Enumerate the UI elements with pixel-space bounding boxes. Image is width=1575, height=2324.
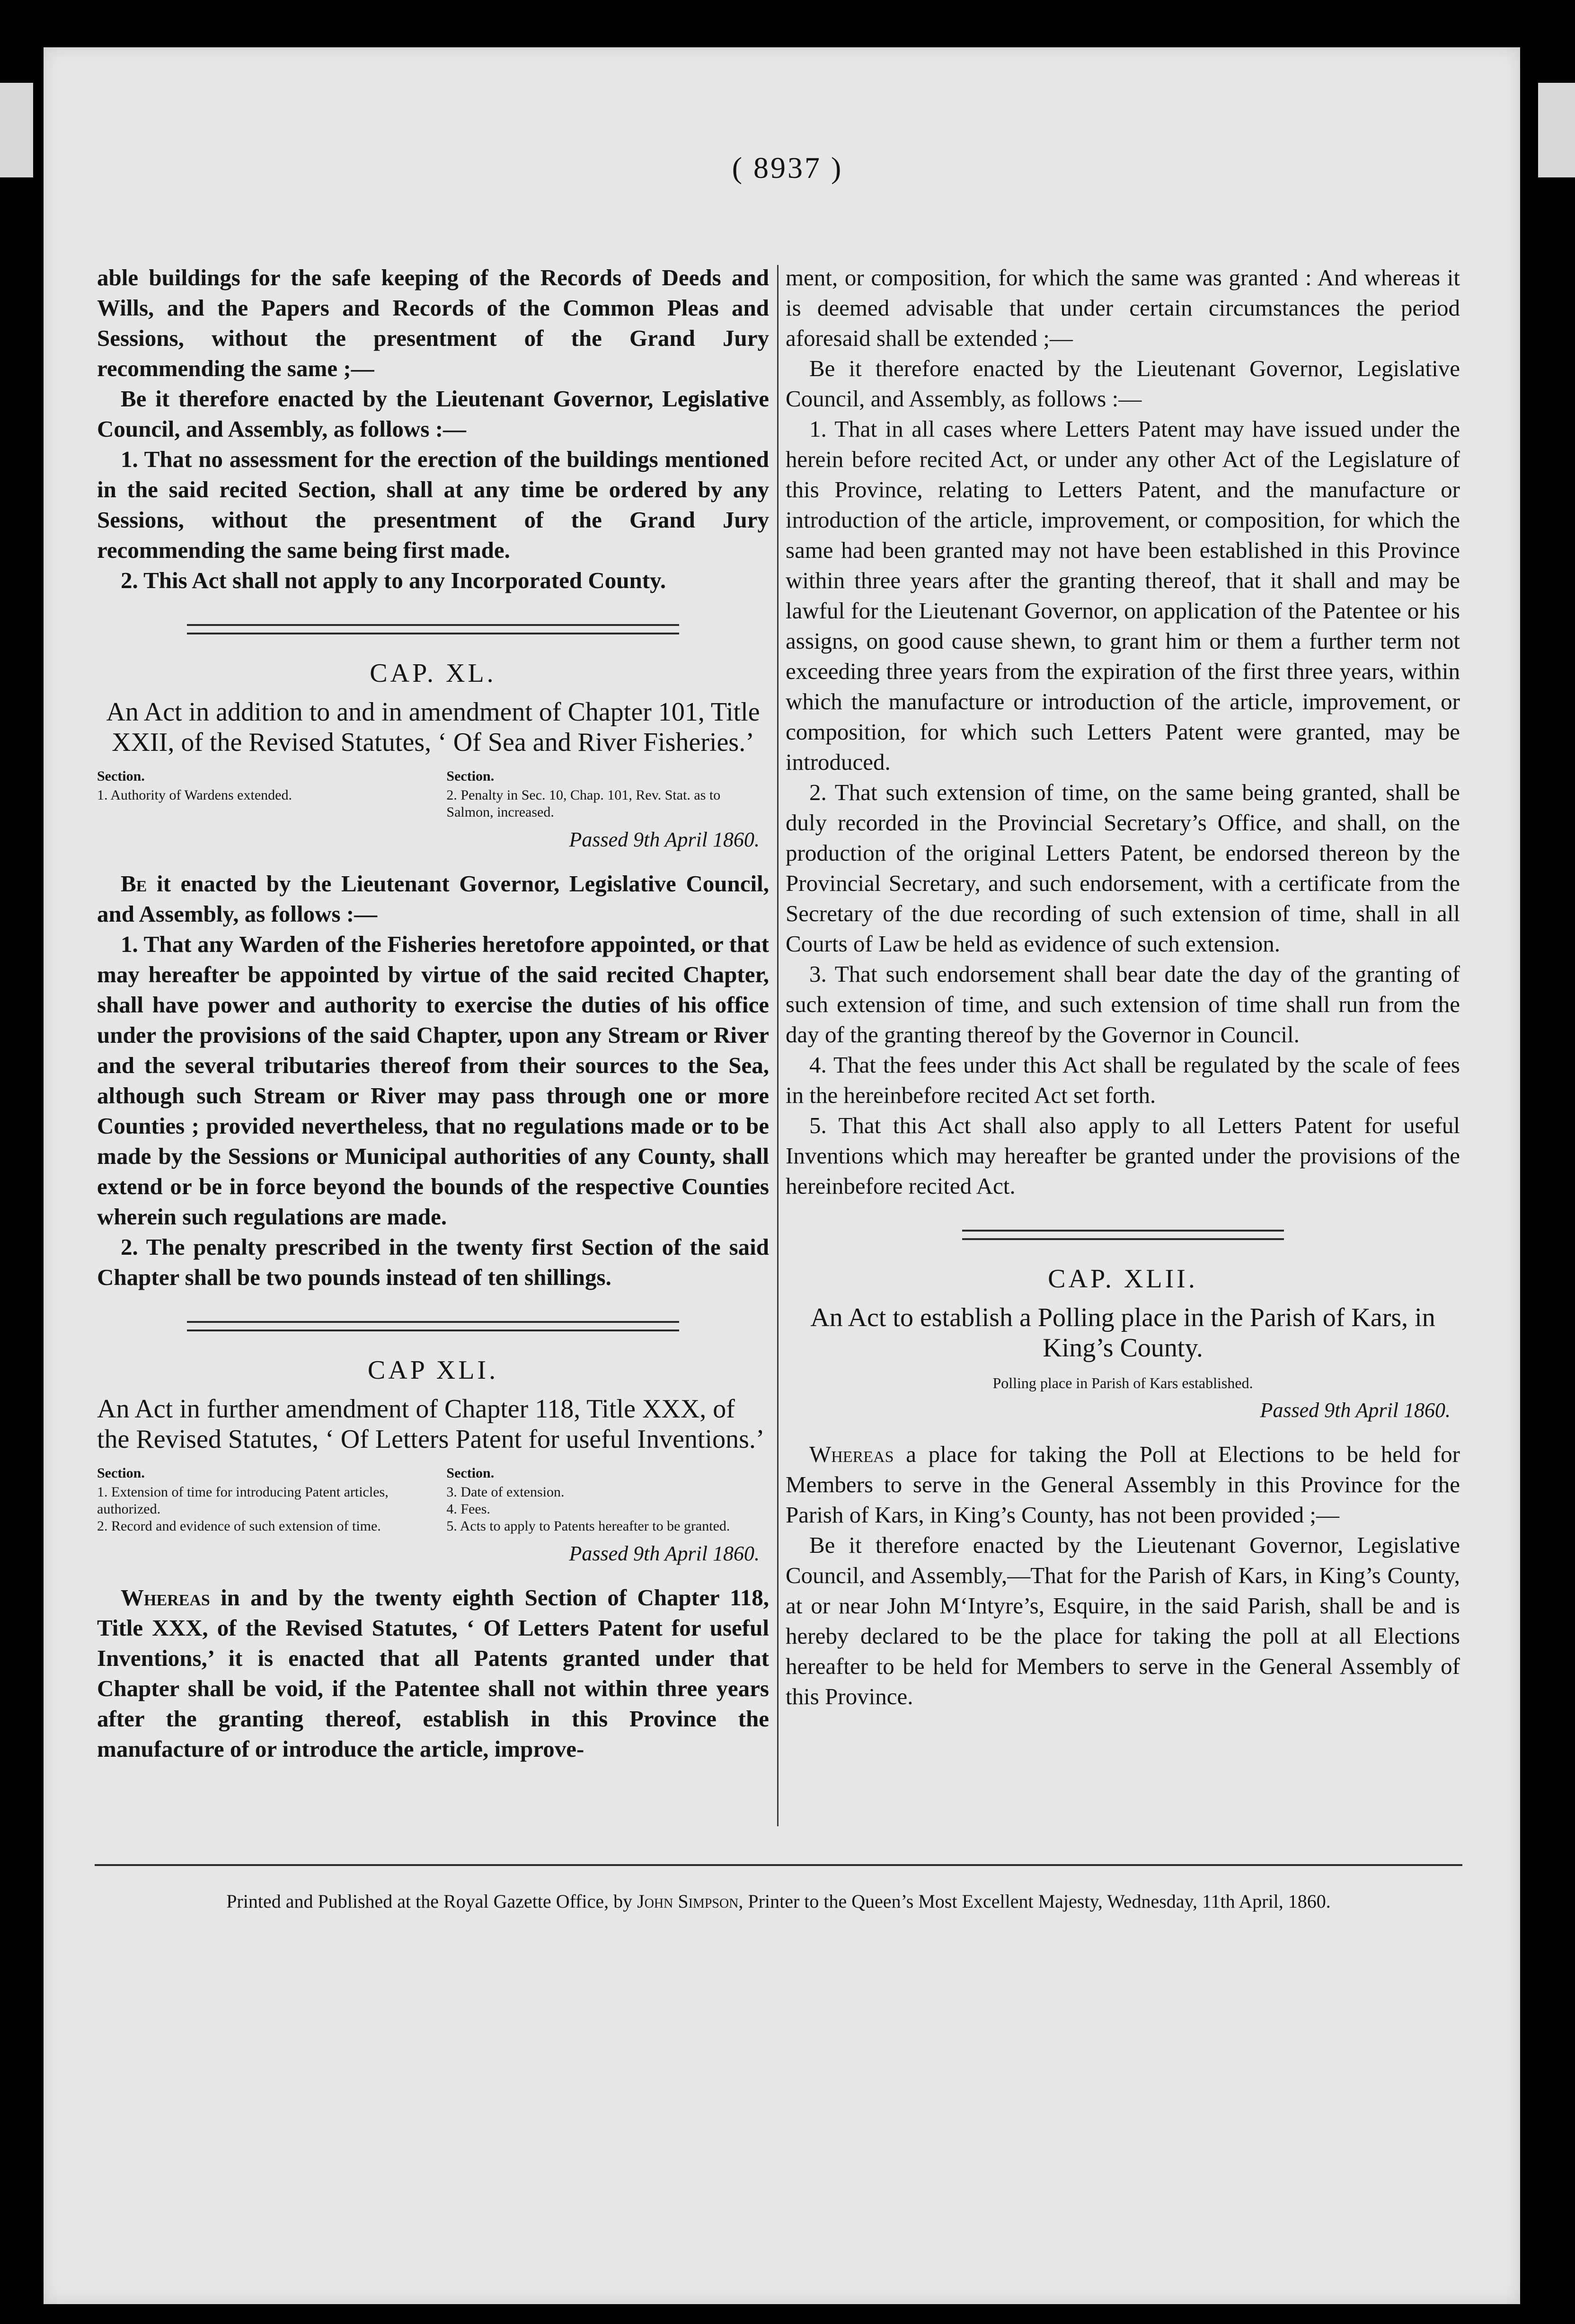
double-rule: [962, 1230, 1284, 1240]
paragraph: able buildings for the safe keeping of the Records of Deeds and Wills, and the Papers and Records of the Common Pleas and Sessions, without the presentment of the Grand Jury recommending the same ;—: [97, 264, 769, 381]
paragraph: 5. That this Act shall also apply to all Letters Patent for useful Inventions which may hereafter be granted under the provisions of the hereinbefore recited Act.: [786, 1112, 1460, 1199]
paragraph: 2. That such extension of time, on the same being granted, shall be duly recorded in the Provincial Secretary’s Office, and shall, on the production of the original Letters Patent, be endorsed thereon by the Provincial Secretary, and such endorsement, with a certificate from the Secretary of the due recording of such extension of time, shall in all Courts of Law be held as evidence of such extension.: [786, 779, 1460, 957]
chapter-heading: CAP. XL.: [370, 659, 496, 688]
paragraph: 2. This Act shall not apply to any Incorporated County.: [121, 567, 666, 593]
left-column: [97, 263, 769, 1764]
paragraph: 1. That no assessment for the erection of the buildings mentioned in the said recited Section, shall at any time be ordered by any Sessions, without the presentment of the Grand Jury recommending the same being first made.: [97, 446, 769, 563]
printer-name: John Simpson: [637, 1891, 739, 1912]
paragraph: ment, or composition, for which the same was granted : And whereas it is deemed advisable that under certain circumstances the period aforesaid shall be extended ;—: [786, 264, 1460, 351]
section-label: Section.: [446, 1465, 495, 1481]
section-entry: 2. Record and evidence of such extension of time.: [97, 1518, 381, 1534]
section-label: Section.: [97, 1465, 145, 1481]
paragraph: 1. That any Warden of the Fisheries heretofore appointed, or that may hereafter be appointed by virtue of the said recited Chapter, shall have power and authority to exercise the duties of his office under the provisions of the said Chapter, upon any Stream or River and the several tributaries thereof from their sources to the Sea, although such Stream or River may pass through one or more Counties ; provided nevertheless, that no regulations made or to be made by the Sessions or Municipal authorities of any County, shall extend or be in force beyond the bounds of the respective Counties wherein such regulations are made.: [97, 931, 769, 1230]
passed-date: Passed 9th April 1860.: [569, 1542, 760, 1565]
double-rule: [187, 1321, 679, 1331]
section-entry: 2. Penalty in Sec. 10, Chap. 101, Rev. Stat. as to Salmon, increased.: [446, 787, 721, 820]
act-title: An Act in addition to and in amendment of Chapter 101, Title XXII, of the Revised Statutes, ‘ Of Sea and River Fisheries.’: [106, 697, 760, 757]
section-entry: 4. Fees.: [446, 1501, 490, 1517]
whereas-text: a place for taking the Poll at Elections to be held for Members to serve in the General Assembly in this Province for the Parish of Kars, in King’s County, has not been provided ;—: [786, 1441, 1460, 1528]
section-entry: 1. Extension of time for introducing Patent articles, authorized.: [97, 1484, 389, 1517]
section-entry: 5. Acts to apply to Patents hereafter to be granted.: [446, 1518, 730, 1534]
footer-rule: [95, 1864, 1462, 1866]
footer-text: , Printer to the Queen’s Most Excellent Majesty, Wednesday, 11th April, 1860.: [738, 1891, 1331, 1912]
section-label: Section.: [446, 768, 495, 784]
whereas-lead: Whereas: [121, 1585, 210, 1611]
section-note: Polling place in Parish of Kars established.: [992, 1374, 1253, 1391]
section-entry: 3. Date of extension.: [446, 1484, 565, 1500]
enact-text: it enacted by the Lieutenant Governor, Legislative Council, and Assembly, as follows :—: [97, 871, 769, 927]
imprint-footer: [95, 1890, 1462, 1912]
paragraph: 4. That the fees under this Act shall be regulated by the scale of fees in the hereinbefore recited Act set forth.: [786, 1052, 1460, 1108]
column-divider: [777, 265, 779, 1826]
whereas-lead: Whereas: [809, 1441, 894, 1467]
paragraph: 3. That such endorsement shall bear date the day of the granting of such extension of time, and such extension of time shall run from the day of the granting thereof by the Governor in Council.: [786, 961, 1460, 1048]
chapter-heading: CAP XLI.: [367, 1356, 499, 1385]
right-column: [786, 263, 1460, 1712]
paragraph: Be it therefore enacted by the Lieutenant Governor, Legislative Council, and Assembly, as follows :—: [97, 386, 769, 442]
act-title: An Act to establish a Polling place in the Parish of Kars, in King’s County.: [810, 1303, 1435, 1363]
passed-date: Passed 9th April 1860.: [1260, 1399, 1451, 1422]
paragraph: 1. That in all cases where Letters Patent may have issued under the herein before recited Act, or under any other Act of the Legislature of this Province, relating to Letters Patent, and the manufacture or introduction of the article, improvement, or composition, for which the same had been granted may not have been established in this Province within three years after the granting thereof, that it shall and may be lawful for the Lieutenant Governor, on application of the Patentee or his assigns, on good cause shewn, to grant him or them a further term not exceeding three years from the expiration of the first three years, within which the manufacture or introduction of the article, improvement, or composition, for which such Letters Patent were granted, may be introduced.: [786, 416, 1460, 775]
paragraph: [786, 1439, 1460, 1530]
paragraph: Be it therefore enacted by the Lieutenant Governor, Legislative Council, and Assembly, as follows :—: [786, 355, 1460, 412]
page-number: ( 8937 ): [732, 151, 843, 185]
double-rule: [187, 624, 679, 634]
footer-text: Printed and Published at the Royal Gazette Office, by: [226, 1891, 637, 1912]
passed-date: Passed 9th April 1860.: [569, 828, 760, 851]
section-index: [97, 1465, 769, 1535]
section-index: [97, 768, 769, 821]
section-label: Section.: [97, 768, 145, 784]
paragraph: [97, 869, 769, 929]
chapter-heading: CAP. XLII.: [1048, 1264, 1198, 1294]
paragraph: Be it therefore enacted by the Lieutenant Governor, Legislative Council, and Assembly,—That for the Parish of Kars, in King’s County, at or near John M‘Intyre’s, Esquire, in the said Parish, shall be and is hereby declared to be the place for taking the poll at all Elections hereafter to be held for Members to serve in the General Assembly of this Province.: [786, 1532, 1460, 1709]
paragraph: [97, 1583, 769, 1764]
paragraph: 2. The penalty prescribed in the twenty first Section of the said Chapter shall be two pounds instead of ten shillings.: [97, 1234, 769, 1290]
enact-lead: Be: [121, 871, 147, 897]
whereas-text: in and by the twenty eighth Section of Chapter 118, Title XXX, of the Revised Statutes, ‘ Of Letters Patent for useful Inventions,’ it is enacted that all Patents granted under that Chapter shall be void, if the Patentee shall not within three years after the granting thereof, establish in this Province the manufacture of or introduce the article, improve-: [97, 1585, 769, 1762]
section-entry: 1. Authority of Wardens extended.: [97, 787, 292, 803]
act-title: An Act in further amendment of Chapter 118, Title XXX, of the Revised Statutes, ‘ Of Letters Patent for useful Inventions.’: [97, 1394, 765, 1454]
